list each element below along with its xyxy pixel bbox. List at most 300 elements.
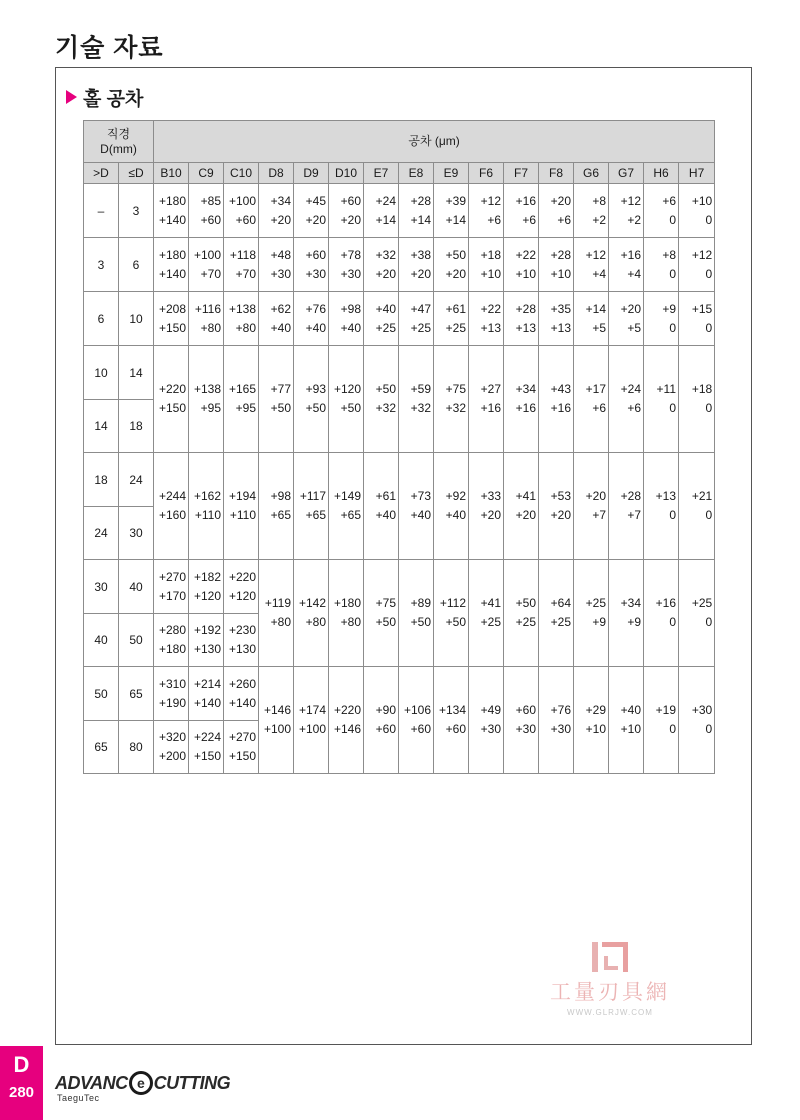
- tolerance-cell-g6: [574, 184, 609, 238]
- upper-deviation: +39: [445, 193, 466, 208]
- brand-logo: [55, 1071, 230, 1103]
- lower-deviation: +4: [627, 266, 641, 281]
- diameter-over: 40: [84, 614, 119, 667]
- tolerance-cell-f7: [504, 184, 539, 238]
- tolerance-cell-g6: [574, 238, 609, 292]
- diameter-over: 14: [84, 400, 119, 453]
- lower-deviation: 0: [669, 615, 676, 629]
- tolerance-cell-e8: [399, 184, 434, 238]
- grade-header-g6: G6: [574, 163, 609, 184]
- lower-deviation: +40: [410, 508, 431, 522]
- lower-deviation: +10: [585, 722, 606, 736]
- lower-deviation: 0: [705, 401, 713, 415]
- upper-deviation: +41: [515, 489, 536, 503]
- diameter-over: 3: [84, 238, 119, 292]
- upper-deviation: +30: [691, 703, 713, 717]
- lower-deviation: +16: [480, 401, 501, 415]
- lower-deviation: +30: [550, 722, 571, 736]
- tolerance-cell-h6: [644, 184, 679, 238]
- upper-deviation: +19: [655, 703, 676, 717]
- tolerance-cell-b10: [154, 667, 189, 721]
- tolerance-cell-c9: [189, 453, 224, 560]
- tolerance-cell-h6: [644, 560, 679, 667]
- tolerance-cell-f7: [504, 346, 539, 453]
- lower-deviation: +150: [158, 401, 186, 415]
- upper-deviation: +117: [299, 489, 326, 503]
- tolerance-cell-h7: [679, 184, 715, 238]
- tolerance-cell-e8: [399, 238, 434, 292]
- tolerance-cell-b10: [154, 292, 189, 346]
- lower-deviation: +14: [410, 212, 431, 227]
- tolerance-cell-e9: [434, 238, 469, 292]
- upper-deviation: +220: [333, 703, 361, 717]
- upper-deviation: +120: [333, 382, 361, 396]
- tolerance-cell-h6: [644, 667, 679, 774]
- grade-header-f7: F7: [504, 163, 539, 184]
- tolerance-cell-d10: [329, 292, 364, 346]
- upper-deviation: +27: [480, 382, 501, 396]
- tolerance-cell-f6: [469, 292, 504, 346]
- diameter-upto: 6: [119, 238, 154, 292]
- diameter-header-line2: D(mm): [100, 141, 137, 156]
- upper-deviation: +34: [270, 193, 291, 208]
- tolerance-cell-b10: [154, 721, 189, 774]
- upper-deviation: +33: [480, 489, 501, 503]
- lower-deviation: +25: [375, 320, 396, 335]
- upper-deviation: +230: [228, 623, 256, 637]
- diameter-over: 24: [84, 507, 119, 560]
- tolerance-cell-e8: [399, 667, 434, 774]
- grade-header-c9: C9: [189, 163, 224, 184]
- lower-deviation: +6: [592, 401, 606, 415]
- table-row: [84, 184, 715, 238]
- tolerance-cell-f8: [539, 346, 574, 453]
- upper-deviation: +28: [515, 301, 536, 316]
- tolerance-cell-d10: [329, 238, 364, 292]
- lower-deviation: +110: [229, 508, 256, 522]
- upper-deviation: +59: [410, 382, 431, 396]
- page-number: 280: [8, 1084, 35, 1101]
- upper-deviation: +62: [270, 301, 291, 316]
- upper-deviation: +89: [410, 596, 431, 610]
- grade-header-g7: G7: [609, 163, 644, 184]
- lower-deviation: +60: [410, 722, 431, 736]
- tolerance-cell-d9: [294, 667, 329, 774]
- upper-deviation: +138: [193, 382, 221, 396]
- upper-deviation: +40: [375, 301, 396, 316]
- upper-deviation: +106: [403, 703, 431, 717]
- upper-deviation: +260: [228, 676, 256, 691]
- lower-deviation: +20: [550, 508, 571, 522]
- tolerance-cell-d9: [294, 292, 329, 346]
- tolerance-cell-d8: [259, 292, 294, 346]
- grade-header-d10: D10: [329, 163, 364, 184]
- tolerance-cell-f6: [469, 560, 504, 667]
- tolerance-cell-e7: [364, 453, 399, 560]
- table-row: [84, 560, 715, 614]
- lower-deviation: +5: [627, 320, 641, 335]
- upper-deviation: +18: [480, 247, 501, 262]
- upper-deviation: +20: [620, 301, 641, 316]
- upper-deviation: +16: [515, 193, 536, 208]
- lower-deviation: +20: [340, 212, 361, 227]
- grade-header-e7: E7: [364, 163, 399, 184]
- lower-deviation: +50: [445, 615, 466, 629]
- upper-deviation: +60: [305, 247, 326, 262]
- lower-deviation: +16: [550, 401, 571, 415]
- upper-deviation: +142: [298, 596, 326, 610]
- table-row: [84, 292, 715, 346]
- upper-deviation: +174: [298, 703, 326, 717]
- upper-deviation: +60: [340, 193, 361, 208]
- tolerance-cell-g7: [609, 667, 644, 774]
- lower-deviation: +9: [592, 615, 606, 629]
- upper-deviation: +194: [228, 489, 256, 503]
- tolerance-cell-d9: [294, 560, 329, 667]
- lower-deviation: +20: [515, 508, 536, 522]
- upper-deviation: +22: [480, 301, 501, 316]
- tolerance-cell-f7: [504, 292, 539, 346]
- tolerance-cell-b10: [154, 238, 189, 292]
- watermark-logo-icon: [588, 940, 632, 974]
- tolerance-cell-h6: [644, 292, 679, 346]
- tolerance-header: 공차 (μm): [154, 121, 715, 163]
- lower-deviation: +170: [158, 588, 186, 603]
- lower-deviation: +30: [340, 266, 361, 281]
- upper-deviation: +64: [550, 596, 571, 610]
- upper-deviation: +280: [158, 623, 186, 637]
- lower-deviation: 0: [705, 722, 713, 736]
- upper-deviation: +38: [410, 247, 431, 262]
- lower-deviation: +50: [305, 401, 326, 415]
- tolerance-cell-b10: [154, 560, 189, 614]
- upper-deviation: +11: [656, 382, 676, 396]
- upper-deviation: +28: [410, 193, 431, 208]
- header-row-1: [84, 121, 715, 163]
- lower-deviation: +140: [193, 695, 221, 710]
- lower-deviation: +140: [228, 695, 256, 710]
- lower-deviation: +95: [235, 401, 256, 415]
- upper-deviation: +50: [515, 596, 536, 610]
- lower-deviation: +80: [305, 615, 326, 629]
- upper-deviation: +49: [480, 703, 501, 717]
- tolerance-cell-e8: [399, 560, 434, 667]
- upper-deviation: +208: [158, 301, 186, 316]
- lower-deviation: 0: [705, 266, 713, 281]
- lower-deviation: +50: [410, 615, 431, 629]
- lower-deviation: +200: [158, 749, 186, 763]
- lower-deviation: +130: [193, 642, 221, 656]
- lower-deviation: 0: [669, 320, 676, 335]
- upper-deviation: +320: [158, 730, 186, 744]
- lower-deviation: +30: [480, 722, 501, 736]
- upper-deviation: +162: [193, 489, 221, 503]
- tolerance-cell-g7: [609, 184, 644, 238]
- lower-deviation: +120: [193, 588, 221, 603]
- lower-deviation: +14: [445, 212, 466, 227]
- upper-deviation: +146: [263, 703, 291, 717]
- upper-deviation: +40: [620, 703, 641, 717]
- lower-deviation: +120: [228, 588, 256, 603]
- upper-deviation: +98: [270, 489, 291, 503]
- tolerance-cell-e7: [364, 560, 399, 667]
- tolerance-cell-h7: [679, 560, 715, 667]
- lower-deviation: +30: [305, 266, 326, 281]
- lower-deviation: +13: [515, 320, 536, 335]
- tolerance-cell-e8: [399, 346, 434, 453]
- upper-deviation: +61: [445, 301, 466, 316]
- upper-deviation: +73: [410, 489, 431, 503]
- tolerance-cell-b10: [154, 346, 189, 453]
- tolerance-cell-d10: [329, 184, 364, 238]
- upper-deviation: +18: [691, 382, 713, 396]
- lower-deviation: +40: [445, 508, 466, 522]
- brand-sub: TaeguTec: [57, 1093, 100, 1103]
- tolerance-cell-b10: [154, 453, 189, 560]
- upper-deviation: +43: [550, 382, 571, 396]
- tolerance-cell-e9: [434, 292, 469, 346]
- upper-deviation: +41: [480, 596, 501, 610]
- tolerance-cell-h7: [679, 238, 715, 292]
- upper-deviation: +224: [193, 730, 221, 744]
- lower-deviation: 0: [669, 212, 676, 227]
- upper-deviation: +149: [333, 489, 361, 503]
- lower-deviation: +5: [592, 320, 606, 335]
- lower-deviation: +60: [375, 722, 396, 736]
- upper-deviation: +16: [620, 247, 641, 262]
- tolerance-cell-g6: [574, 292, 609, 346]
- lower-deviation: +160: [158, 508, 186, 522]
- upper-deviation: +165: [228, 382, 256, 396]
- lower-deviation: +50: [270, 401, 291, 415]
- upper-deviation: +13: [655, 489, 676, 503]
- diameter-over: –: [84, 184, 119, 238]
- grade-header-d8: D8: [259, 163, 294, 184]
- tolerance-cell-g7: [609, 453, 644, 560]
- tolerance-cell-e9: [434, 560, 469, 667]
- diameter-upto: 30: [119, 507, 154, 560]
- lower-deviation: +13: [480, 320, 501, 335]
- upper-deviation: +75: [375, 596, 396, 610]
- hole-tolerance-table: [83, 120, 715, 774]
- lower-deviation: +146: [333, 722, 361, 736]
- upper-deviation: +76: [305, 301, 326, 316]
- grade-header-h6: H6: [644, 163, 679, 184]
- upper-deviation: +24: [620, 382, 641, 396]
- lower-deviation: +25: [410, 320, 431, 335]
- le-header: ≤D: [119, 163, 154, 184]
- upper-deviation: +10: [691, 193, 713, 208]
- tolerance-cell-d8: [259, 238, 294, 292]
- brand-right: CUTTING: [153, 1072, 231, 1093]
- upper-deviation: +21: [691, 489, 713, 503]
- lower-deviation: +60: [235, 212, 256, 227]
- lower-deviation: +25: [550, 615, 571, 629]
- tolerance-cell-e7: [364, 184, 399, 238]
- lower-deviation: +110: [194, 508, 221, 522]
- table-row: [84, 346, 715, 400]
- upper-deviation: +112: [439, 596, 466, 610]
- diameter-upto: 80: [119, 721, 154, 774]
- tolerance-cell-h7: [679, 667, 715, 774]
- tolerance-cell-f7: [504, 453, 539, 560]
- upper-deviation: +12: [620, 193, 641, 208]
- tolerance-cell-c9: [189, 614, 224, 667]
- tolerance-cell-e9: [434, 184, 469, 238]
- diameter-upto: 65: [119, 667, 154, 721]
- tolerance-cell-g7: [609, 560, 644, 667]
- grade-header-d9: D9: [294, 163, 329, 184]
- upper-deviation: +12: [691, 247, 713, 262]
- tolerance-cell-b10: [154, 184, 189, 238]
- upper-deviation: +138: [228, 301, 256, 316]
- upper-deviation: +15: [691, 301, 713, 316]
- upper-deviation: +220: [158, 382, 186, 396]
- lower-deviation: +40: [340, 320, 361, 335]
- upper-deviation: +34: [515, 382, 536, 396]
- upper-deviation: +48: [270, 247, 291, 262]
- tolerance-cell-g6: [574, 560, 609, 667]
- lower-deviation: +40: [270, 320, 291, 335]
- watermark: [530, 940, 690, 1017]
- lower-deviation: 0: [669, 508, 676, 522]
- upper-deviation: +119: [264, 596, 291, 610]
- upper-deviation: +244: [158, 489, 186, 503]
- lower-deviation: +6: [522, 212, 536, 227]
- tolerance-cell-c9: [189, 667, 224, 721]
- table-row: [84, 667, 715, 721]
- upper-deviation: +35: [550, 301, 571, 316]
- tolerance-cell-g6: [574, 667, 609, 774]
- grade-header-b10: B10: [154, 163, 189, 184]
- tolerance-cell-d10: [329, 667, 364, 774]
- diameter-over: 18: [84, 453, 119, 507]
- lower-deviation: +70: [200, 266, 221, 281]
- tolerance-cell-c10: [224, 184, 259, 238]
- upper-deviation: +77: [270, 382, 291, 396]
- lower-deviation: +80: [270, 615, 291, 629]
- tolerance-cell-g7: [609, 346, 644, 453]
- upper-deviation: +28: [550, 247, 571, 262]
- tolerance-cell-e9: [434, 667, 469, 774]
- upper-deviation: +76: [550, 703, 571, 717]
- lower-deviation: +150: [228, 749, 256, 763]
- grade-header-f6: F6: [469, 163, 504, 184]
- section-letter: D: [13, 1052, 30, 1077]
- upper-deviation: +9: [662, 301, 676, 316]
- lower-deviation: +80: [235, 320, 256, 335]
- gt-header: >D: [84, 163, 119, 184]
- tolerance-cell-g6: [574, 453, 609, 560]
- tolerance-cell-d8: [259, 453, 294, 560]
- upper-deviation: +310: [158, 676, 186, 691]
- tolerance-cell-h6: [644, 453, 679, 560]
- lower-deviation: +25: [480, 615, 501, 629]
- lower-deviation: +2: [592, 212, 606, 227]
- upper-deviation: +116: [194, 301, 221, 316]
- tolerance-cell-c10: [224, 238, 259, 292]
- grade-header-e8: E8: [399, 163, 434, 184]
- diameter-over: 65: [84, 721, 119, 774]
- lower-deviation: +95: [200, 401, 221, 415]
- tolerance-cell-c9: [189, 346, 224, 453]
- diameter-upto: 40: [119, 560, 154, 614]
- grade-header-h7: H7: [679, 163, 715, 184]
- tolerance-cell-e9: [434, 346, 469, 453]
- upper-deviation: +180: [333, 596, 361, 610]
- tolerance-cell-d9: [294, 184, 329, 238]
- lower-deviation: +60: [445, 722, 466, 736]
- upper-deviation: +45: [305, 193, 326, 208]
- diameter-upto: 18: [119, 400, 154, 453]
- tolerance-cell-c10: [224, 292, 259, 346]
- upper-deviation: +118: [229, 247, 256, 262]
- tolerance-cell-d8: [259, 560, 294, 667]
- lower-deviation: +140: [158, 212, 186, 227]
- lower-deviation: +65: [270, 508, 291, 522]
- grade-header-f8: F8: [539, 163, 574, 184]
- tolerance-cell-d8: [259, 346, 294, 453]
- diameter-upto: 3: [119, 184, 154, 238]
- upper-deviation: +12: [585, 247, 606, 262]
- lower-deviation: +20: [375, 266, 396, 281]
- tolerance-cell-c9: [189, 292, 224, 346]
- upper-deviation: +32: [375, 247, 396, 262]
- lower-deviation: +32: [410, 401, 431, 415]
- upper-deviation: +100: [228, 193, 256, 208]
- lower-deviation: +20: [305, 212, 326, 227]
- tolerance-cell-f8: [539, 667, 574, 774]
- upper-deviation: +50: [375, 382, 396, 396]
- tolerance-cell-f7: [504, 238, 539, 292]
- upper-deviation: +50: [445, 247, 466, 262]
- tolerance-cell-f6: [469, 453, 504, 560]
- lower-deviation: +30: [515, 722, 536, 736]
- tolerance-cell-d10: [329, 560, 364, 667]
- tolerance-cell-c10: [224, 721, 259, 774]
- lower-deviation: +80: [340, 615, 361, 629]
- diameter-upto: 10: [119, 292, 154, 346]
- lower-deviation: 0: [705, 615, 713, 629]
- lower-deviation: +13: [550, 320, 571, 335]
- upper-deviation: +25: [585, 596, 606, 610]
- tolerance-cell-e8: [399, 292, 434, 346]
- lower-deviation: +40: [305, 320, 326, 335]
- tolerance-cell-f8: [539, 453, 574, 560]
- upper-deviation: +214: [193, 676, 221, 691]
- tolerance-cell-e7: [364, 238, 399, 292]
- tolerance-cell-h7: [679, 453, 715, 560]
- lower-deviation: +40: [375, 508, 396, 522]
- lower-deviation: 0: [705, 508, 713, 522]
- tolerance-cell-h6: [644, 238, 679, 292]
- diameter-header: [84, 121, 154, 163]
- lower-deviation: 0: [669, 722, 676, 736]
- lower-deviation: +100: [263, 722, 291, 736]
- upper-deviation: +24: [375, 193, 396, 208]
- upper-deviation: +8: [662, 247, 676, 262]
- lower-deviation: 0: [669, 266, 676, 281]
- lower-deviation: +20: [480, 508, 501, 522]
- tolerance-cell-c9: [189, 184, 224, 238]
- diameter-upto: 50: [119, 614, 154, 667]
- lower-deviation: +150: [193, 749, 221, 763]
- tolerance-cell-d10: [329, 346, 364, 453]
- diameter-header-line1: 직경: [106, 126, 131, 141]
- table-row: [84, 453, 715, 507]
- section-title: [66, 84, 143, 110]
- brand-left: ADVANC: [55, 1072, 128, 1093]
